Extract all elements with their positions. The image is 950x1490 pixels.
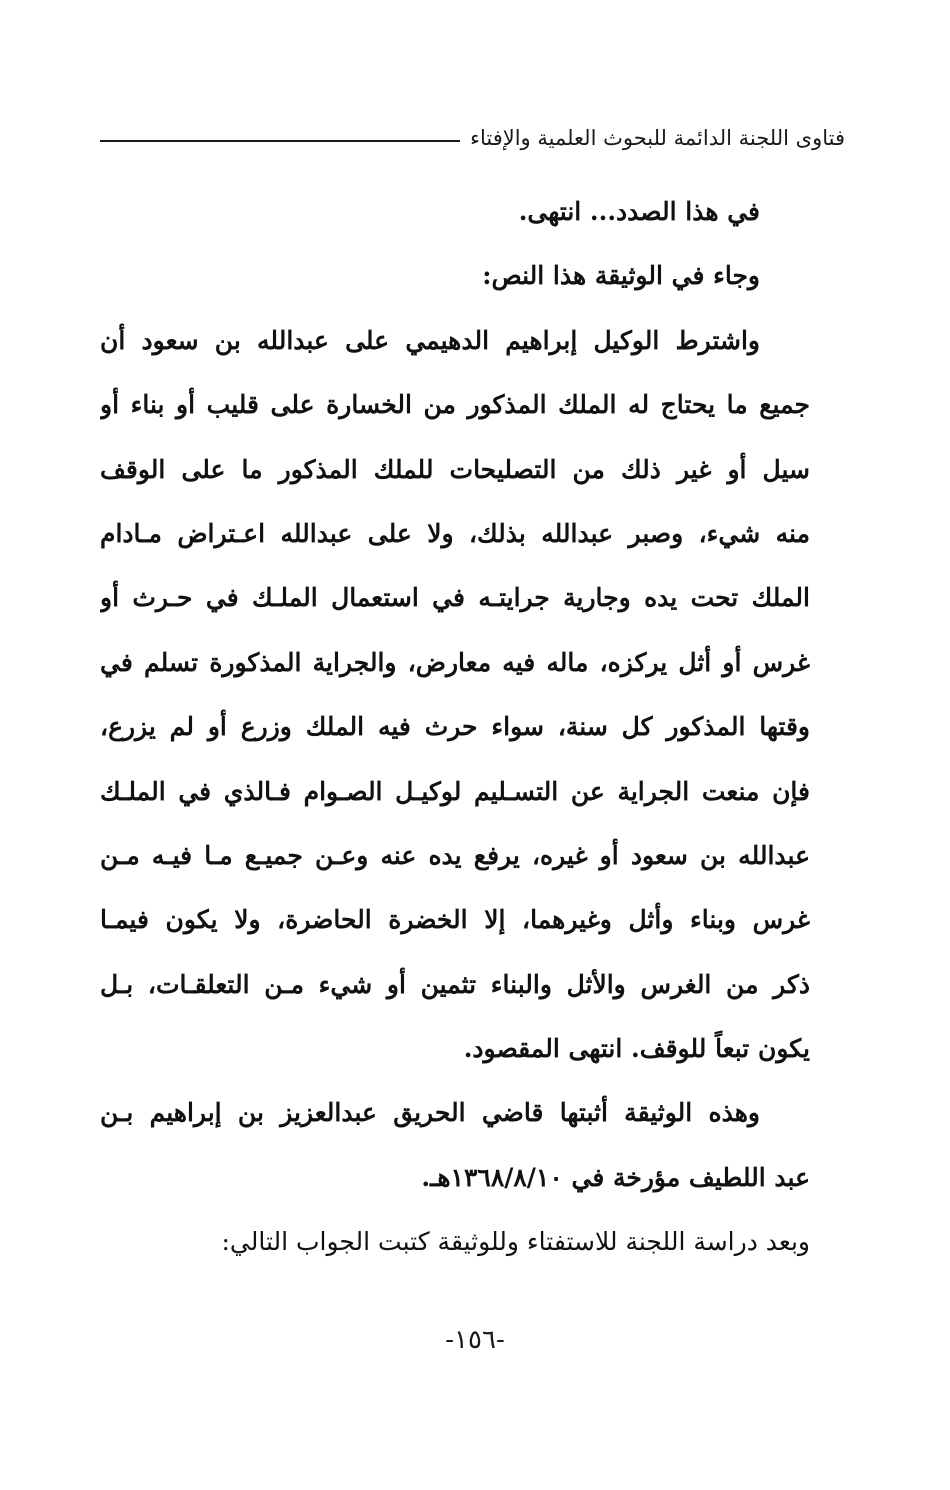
text-line: غرس أو أثل يركزه، ماله فيه معارض، والجراية المذكورة تسلم في (100, 647, 810, 677)
text-line: عبدالله بن سعود أو غيره، يرفع يده عنه وعـن جميـع مـا فيـه مـن (100, 840, 810, 870)
header-rule (100, 140, 460, 142)
text-line: واشترط الوكيل إبراهيم الدهيمي على عبدالله بن سعود أن (100, 325, 760, 355)
text-line: وبعد دراسة اللجنة للاستفتاء وللوثيقة كتبت الجواب التالي: (221, 1227, 810, 1257)
text-line: ذكر من الغرس والأثل والبناء تثمين أو شيء مـن التعلقـات، بـل (100, 969, 810, 999)
header-title: فتاوى اللجنة الدائمة للبحوث العلمية والإفتاء (470, 126, 845, 150)
text-line: منه شيء، وصبر عبدالله بذلك، ولا على عبدالله اعـتراض مـادام (100, 518, 810, 548)
text-line: الملك تحت يده وجارية جرايتـه في استعمال الملـك في حـرث أو (100, 583, 810, 613)
text-line: يكون تبعاً للوقف. انتهى المقصود. (463, 1034, 810, 1064)
text-line: في هذا الصدد... انتهى. (518, 197, 760, 226)
text-line: وجاء في الوثيقة هذا النص: (482, 261, 760, 291)
text-line: سيل أو غير ذلك من التصليحات للملك المذكور ما على الوقف (100, 454, 810, 484)
text-line: وقتها المذكور كل سنة، سواء حرث فيه الملك وزرع أو لم يزرع، (100, 712, 810, 742)
running-header (100, 118, 845, 158)
text-line: وهذه الوثيقة أثبتها قاضي الحريق عبدالعزيز بن إبراهيم بـن (100, 1098, 760, 1128)
text-line: عبد اللطيف مؤرخة في ١٣٦٨/٨/١٠هـ. (421, 1162, 810, 1192)
text-line: جميع ما يحتاج له الملك المذكور من الخسارة على قليب أو بناء أو (100, 390, 810, 420)
text-line: غرس وبناء وأثل وغيرهما، إلا الخضرة الحاضرة، ولا يكون فيمـا (100, 905, 810, 935)
document-body (100, 180, 810, 1275)
page-number: -١٥٦- (445, 1325, 505, 1355)
text-line: فإن منعت الجراية عن التسـليم لوكيـل الصـوام فـالذي في الملـك (100, 776, 810, 806)
